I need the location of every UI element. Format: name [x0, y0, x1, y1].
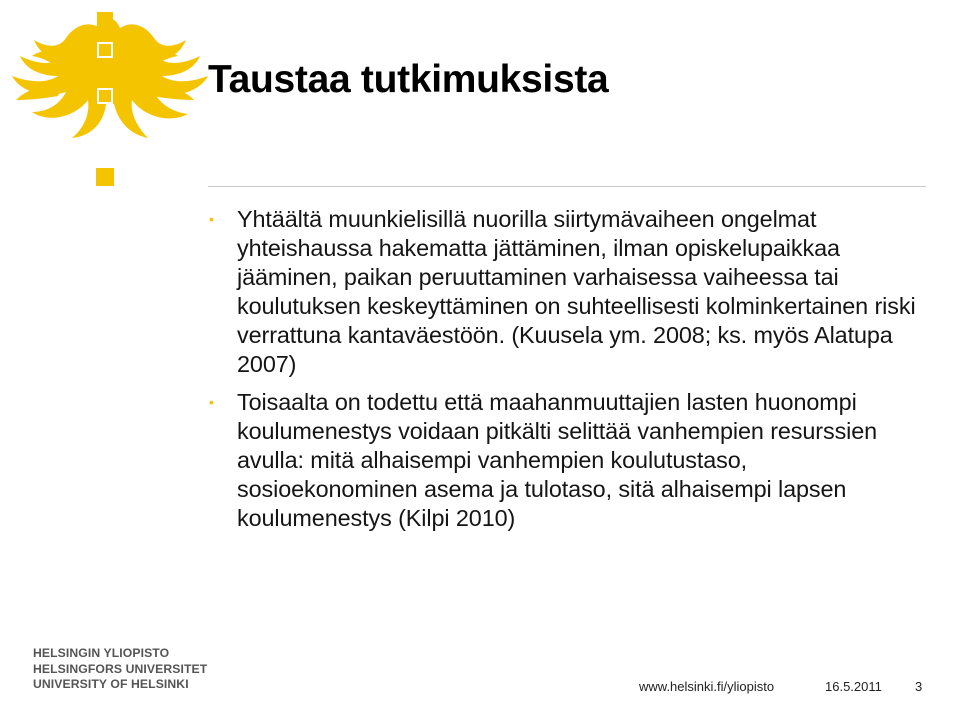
flame-torch-icon: [0, 0, 210, 200]
bullet-marker: •: [209, 211, 214, 227]
bullet-text: Toisaalta on todettu että maahanmuuttajien lasten huonompi koulumenestys voidaan pitkälti selittää vanhempien resurssien avulla: mitä alhaisempi vanhempien koulutustaso, sosioekonominen asema ja tulotaso, sitä alhaisempi lapsen koulumenestys (Kilpi 2010): [237, 389, 878, 531]
university-name-line: HELSINGFORS UNIVERSITET: [33, 661, 208, 676]
bullet-marker: •: [209, 394, 214, 410]
university-name-line: UNIVERSITY OF HELSINKI: [33, 677, 189, 692]
bullet-item: [208, 205, 920, 379]
bullet-list: [208, 205, 920, 542]
slide-title: Taustaa tutkimuksista: [208, 58, 609, 101]
university-name: [33, 646, 207, 693]
title-divider: [208, 186, 926, 187]
university-name-line: HELSINGIN YLIOPISTO: [33, 646, 170, 660]
bullet-text: Yhtäältä muunkielisillä nuorilla siirtymävaiheen ongelmat yhteishaussa hakematta jättäminen, ilman opiskelupaikkaa jääminen, paikan peruuttaminen varhaisessa vaiheessa tai koulutuksen keskeyttäminen on suhteellisesti kolminkertainen riski verrattuna kantaväestöön. (Kuusela ym. 2008; ks. myös Alatupa 2007): [237, 206, 916, 377]
page-number: 3: [915, 679, 923, 694]
footer-url: www.helsinki.fi/yliopisto: [639, 679, 775, 694]
footer-date: 16.5.2011: [825, 679, 882, 694]
bullet-item: [208, 388, 920, 533]
